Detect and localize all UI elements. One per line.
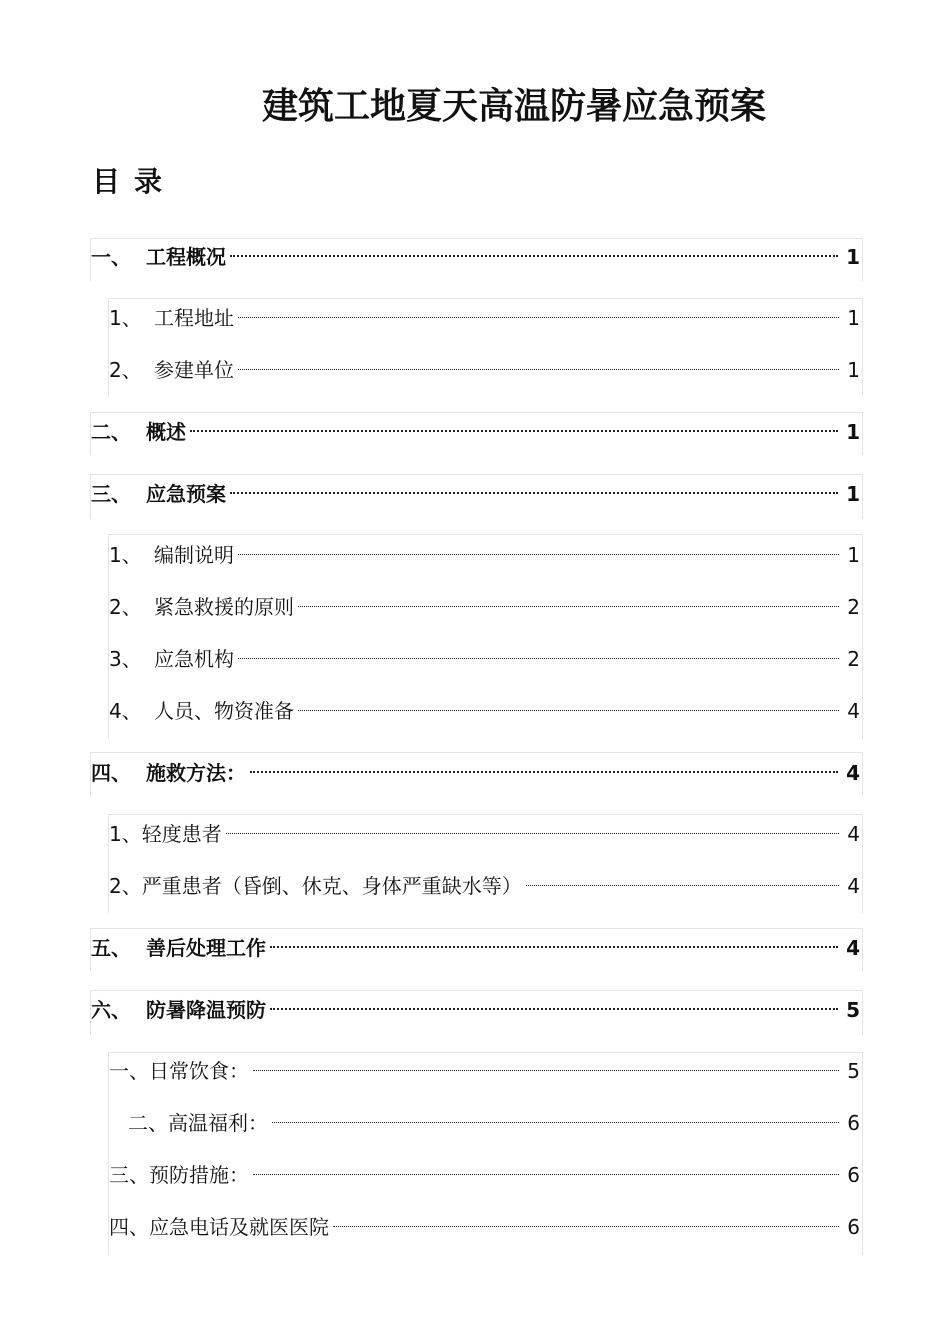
toc-entry-number: 4、 [109,699,142,723]
dot-leader [526,863,842,893]
toc-entry-label: 参建单位 [154,358,234,382]
toc-heading-char-1: 目 [92,165,121,198]
toc-entry-page: 6 [847,1215,860,1239]
toc-entry-page: 1 [847,306,860,330]
toc-entry[interactable] [109,636,860,671]
dot-leader [253,1048,841,1078]
toc-entry[interactable] [91,925,860,960]
dot-leader [238,532,841,562]
dot-leader [230,234,840,264]
toc-entry-page: 1 [846,420,860,444]
toc-entry-number: 四、 [91,761,131,785]
toc-entry-label: 预防措施： [149,1163,249,1187]
toc-entry[interactable] [91,750,860,785]
toc-entry-page: 4 [846,761,860,785]
page-title: 建筑工地夏天高温防暑应急预案 [261,86,766,127]
dot-leader [253,1152,841,1182]
toc-entry-page: 6 [847,1163,860,1187]
toc-entry[interactable] [109,532,860,567]
dot-leader [270,987,840,1017]
toc-entry-label: 善后处理工作 [146,936,266,960]
toc-entry-number: 三、 [109,1163,149,1187]
toc-entry-number: 一、 [109,1059,149,1083]
toc-entry-label: 防暑降温预防 [146,998,266,1022]
toc-entry-number: 一、 [91,245,131,269]
toc-entry-label: 施救方法： [146,761,246,785]
toc-heading [92,164,162,200]
toc-entry-number: 六、 [91,998,131,1022]
toc-entry[interactable] [109,863,860,898]
toc-entry-number: 1、 [109,306,142,330]
toc-entry-page: 1 [847,358,860,382]
toc-entry[interactable] [91,471,860,506]
toc-entry-number: 二、 [128,1111,168,1135]
toc-entry[interactable] [91,987,860,1022]
toc-entry[interactable] [109,1048,860,1083]
toc-entry-number: 1、 [109,543,142,567]
toc-entry-page: 5 [847,1059,860,1083]
toc-entry[interactable] [109,688,860,723]
toc-entry-page: 1 [847,543,860,567]
dot-leader [298,688,841,718]
toc-entry-page: 1 [846,245,860,269]
toc-entry-label: 应急预案 [146,482,226,506]
toc-entry-number: 2、 [109,874,142,898]
toc-heading-char-2: 录 [134,165,163,198]
toc-entry-page: 4 [847,822,860,846]
dot-leader [238,295,841,325]
toc-entry[interactable] [109,584,860,619]
toc-entry[interactable] [109,1204,860,1239]
toc-entry-number: 三、 [91,482,131,506]
toc-entry[interactable] [91,234,860,269]
toc-entry-label: 概述 [146,420,186,444]
toc-entry-label: 高温福利： [168,1111,268,1135]
dot-leader [250,750,840,780]
toc-entry-number: 1、 [109,822,142,846]
dot-leader [272,1100,841,1130]
dot-leader [333,1204,841,1234]
toc-entry-number: 五、 [91,936,131,960]
toc-entry[interactable] [109,295,860,330]
toc-entry-number: 四、 [109,1215,149,1239]
toc-entry-page: 1 [846,482,860,506]
toc-entry[interactable] [109,811,860,846]
toc-entry[interactable] [91,409,860,444]
toc-entry-page: 4 [846,936,860,960]
toc-entry-label: 严重患者（昏倒、休克、身体严重缺水等） [141,874,522,898]
toc-entry-label: 工程地址 [154,306,234,330]
toc-entry-label: 日常饮食： [149,1059,249,1083]
dot-leader [238,636,841,666]
toc-entry-page: 6 [847,1111,860,1135]
dot-leader [270,925,840,955]
toc-entry[interactable] [128,1100,860,1135]
toc-entry-number: 2、 [109,595,142,619]
toc-entry-page: 4 [847,699,860,723]
toc-entry-page: 4 [847,874,860,898]
toc-entry-page: 5 [846,998,860,1022]
dot-leader [190,409,840,439]
toc-entry-label: 紧急救援的原则 [154,595,294,619]
dot-leader [230,471,840,501]
toc-entry-label: 工程概况 [146,245,226,269]
dot-leader [226,811,842,841]
toc-entry-page: 2 [847,647,860,671]
toc-entry-page: 2 [847,595,860,619]
toc-entry-label: 轻度患者 [141,822,222,846]
toc-entry-number: 二、 [91,420,131,444]
toc-entry-number: 2、 [109,358,142,382]
toc-entry-label: 编制说明 [154,543,234,567]
toc-entry-label: 人员、物资准备 [154,699,294,723]
dot-leader [238,347,841,377]
toc-entry-label: 应急电话及就医医院 [149,1215,329,1239]
toc-entry-label: 应急机构 [154,647,234,671]
dot-leader [298,584,841,614]
toc-entry[interactable] [109,1152,860,1187]
toc-entry[interactable] [109,347,860,382]
toc-entry-number: 3、 [109,647,142,671]
